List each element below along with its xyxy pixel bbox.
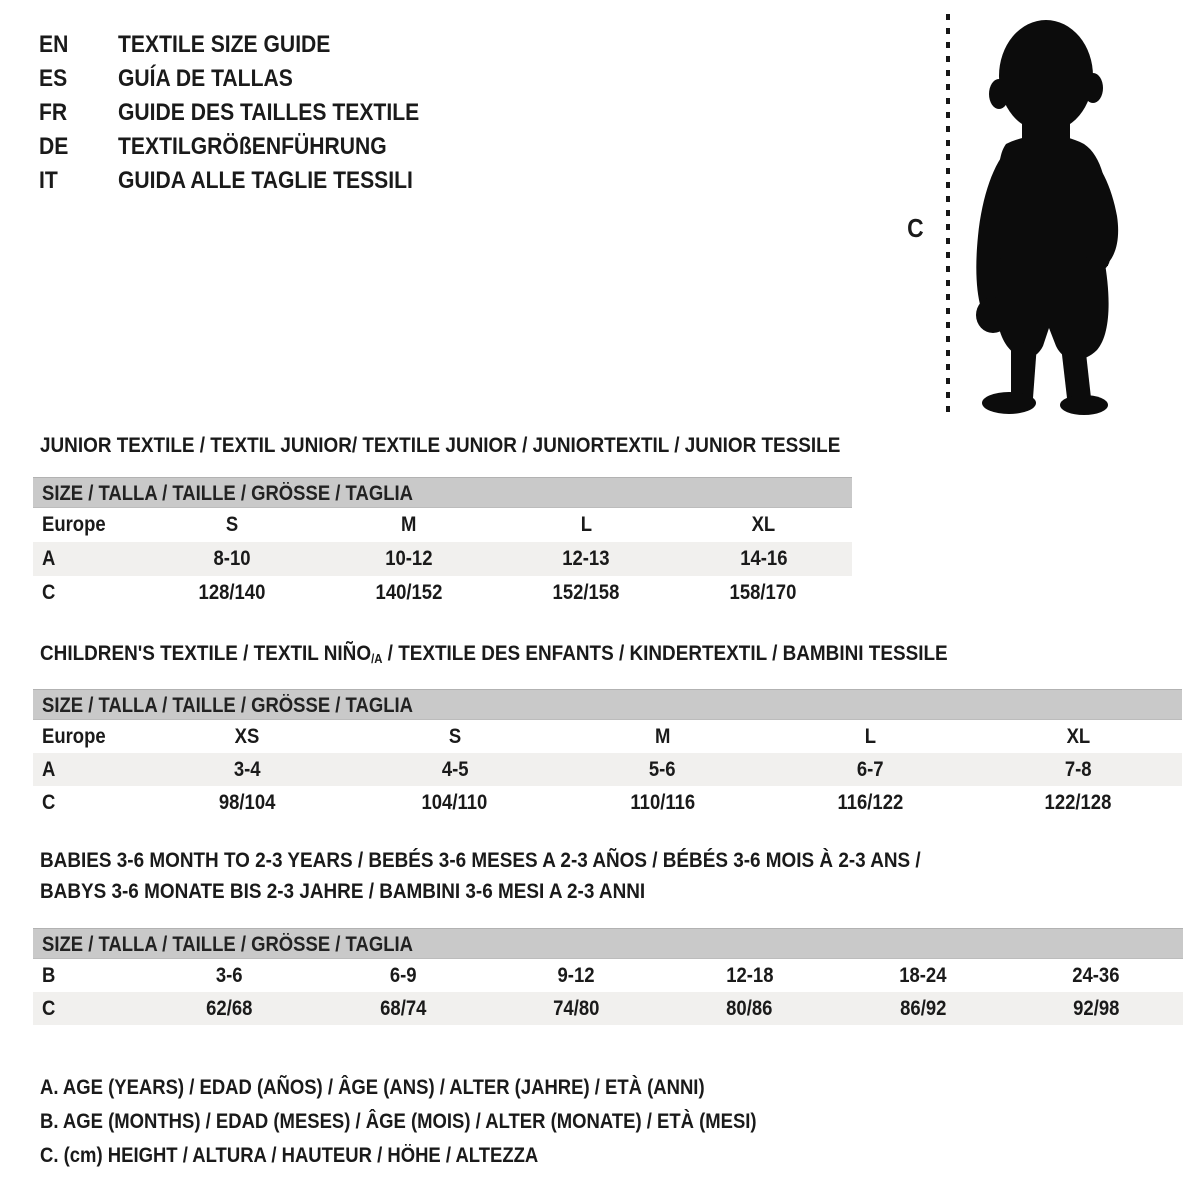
- row-label: C: [42, 581, 56, 604]
- guide-title-es: GUÍA DE TALLAS: [118, 65, 293, 92]
- legend-line-b: B. AGE (MONTHS) / EDAD (MESES) / ÂGE (MOIS) / ALTER (MONATE) / ETÀ (MESI): [40, 1110, 757, 1133]
- age-cell: 8-10: [213, 547, 251, 570]
- babies-heading-line2: BABYS 3-6 MONATE BIS 2-3 JAHRE / BAMBINI 3-6 MESI A 2-3 ANNI: [40, 879, 646, 903]
- size-cell: XL: [1066, 725, 1090, 748]
- row-label: Europe: [42, 513, 106, 536]
- age-cell: 24-36: [1072, 964, 1120, 987]
- language-row-it: [39, 164, 460, 198]
- age-cell: 5-6: [649, 758, 676, 781]
- nino-a-subscript: /A: [371, 651, 383, 667]
- size-cell: L: [580, 513, 592, 536]
- size-cell: XS: [234, 725, 260, 748]
- children-size-table: [33, 689, 1182, 819]
- babies-size-table: [33, 928, 1183, 1025]
- size-header-bar: SIZE / TALLA / TAILLE / GRÖSSE / TAGLIA: [33, 689, 1182, 720]
- size-cell: L: [864, 725, 876, 748]
- height-cell: 116/122: [837, 791, 904, 814]
- size-header-bar: SIZE / TALLA / TAILLE / GRÖSSE / TAGLIA: [33, 928, 1183, 959]
- height-cell: 110/116: [630, 791, 695, 814]
- row-label: B: [42, 964, 56, 987]
- row-label: C: [42, 791, 56, 814]
- height-cell: 68/74: [379, 997, 427, 1020]
- table-row-height: [33, 576, 852, 610]
- height-cell: 128/140: [198, 581, 266, 604]
- language-title-list: [39, 28, 460, 198]
- language-code: DE: [39, 133, 69, 160]
- language-row-es: [39, 62, 460, 96]
- height-cell: 104/110: [421, 791, 488, 814]
- height-cell: 98/104: [218, 791, 276, 814]
- height-cell: 152/158: [552, 581, 620, 604]
- age-cell: 14-16: [739, 547, 788, 570]
- guide-title-fr: GUIDE DES TAILLES TEXTILE: [118, 99, 420, 126]
- height-cell: 80/86: [726, 997, 773, 1020]
- age-cell: 7-8: [1064, 758, 1092, 781]
- size-cell: S: [225, 513, 238, 536]
- language-code: ES: [39, 65, 68, 92]
- height-cell: 158/170: [729, 581, 797, 604]
- height-measure-dashed-line: [946, 14, 950, 417]
- age-cell: 6-9: [389, 964, 417, 987]
- age-cell: 12-13: [562, 547, 610, 570]
- table-row-europe: [33, 720, 1182, 753]
- language-code: EN: [39, 31, 69, 58]
- language-row-de: [39, 130, 460, 164]
- table-row-age: [33, 753, 1182, 786]
- table-row-height: [33, 786, 1182, 819]
- size-cell: M: [654, 725, 671, 748]
- language-row-fr: [39, 96, 460, 130]
- legend-line-a: A. AGE (YEARS) / EDAD (AÑOS) / ÂGE (ANS) / ALTER (JAHRE) / ETÀ (ANNI): [40, 1076, 705, 1099]
- table-row-age-months: [33, 959, 1183, 992]
- measurement-legend: [40, 1071, 854, 1173]
- baby-silhouette-icon: [960, 14, 1135, 418]
- table-row-height: [33, 992, 1183, 1025]
- age-cell: 9-12: [557, 964, 595, 987]
- guide-title-en: TEXTILE SIZE GUIDE: [118, 31, 331, 58]
- row-label: A: [42, 758, 56, 781]
- children-section-heading: CHILDREN'S TEXTILE / TEXTIL NIÑO/A / TEXTILE DES ENFANTS / KINDERTEXTIL / BAMBINI TESSILE: [40, 641, 948, 667]
- height-cell: 74/80: [553, 997, 600, 1020]
- language-code: IT: [39, 167, 58, 194]
- age-cell: 3-4: [233, 758, 261, 781]
- size-header-bar: SIZE / TALLA / TAILLE / GRÖSSE / TAGLIA: [33, 477, 852, 508]
- row-label: C: [42, 997, 56, 1020]
- size-cell: S: [448, 725, 461, 748]
- babies-section-heading: [40, 845, 1041, 907]
- row-label: Europe: [42, 725, 106, 748]
- babies-heading-line1: BABIES 3-6 MONTH TO 2-3 YEARS / BEBÉS 3-6 MESES A 2-3 AÑOS / BÉBÉS 3-6 MOIS À 2-3 ANS /: [40, 848, 921, 872]
- size-cell: XL: [751, 513, 776, 536]
- junior-size-table: [33, 477, 852, 610]
- junior-section-heading: JUNIOR TEXTILE / TEXTIL JUNIOR/ TEXTILE JUNIOR / JUNIORTEXTIL / JUNIOR TESSILE: [40, 433, 841, 457]
- age-cell: 6-7: [856, 758, 884, 781]
- table-row-age: [33, 542, 852, 576]
- guide-title-it: GUIDA ALLE TAGLIE TESSILI: [118, 167, 413, 194]
- height-cell: 92/98: [1073, 997, 1120, 1020]
- size-cell: M: [401, 513, 417, 536]
- row-label: A: [42, 547, 56, 570]
- language-code: FR: [39, 99, 68, 126]
- age-cell: 10-12: [385, 547, 433, 570]
- age-cell: 12-18: [726, 964, 774, 987]
- table-row-europe: [33, 508, 852, 542]
- height-cell: 122/128: [1044, 791, 1112, 814]
- age-cell: 4-5: [441, 758, 469, 781]
- height-cell: 86/92: [899, 997, 947, 1020]
- height-measure-label: C: [907, 213, 924, 243]
- guide-title-de: TEXTILGRÖßENFÜHRUNG: [118, 133, 387, 160]
- legend-line-c: C. (cm) HEIGHT / ALTURA / HAUTEUR / HÖHE / ALTEZZA: [40, 1144, 539, 1167]
- language-row-en: [39, 28, 460, 62]
- height-cell: 140/152: [375, 581, 443, 604]
- age-cell: 3-6: [216, 964, 244, 987]
- age-cell: 18-24: [899, 964, 947, 987]
- height-cell: 62/68: [206, 997, 253, 1020]
